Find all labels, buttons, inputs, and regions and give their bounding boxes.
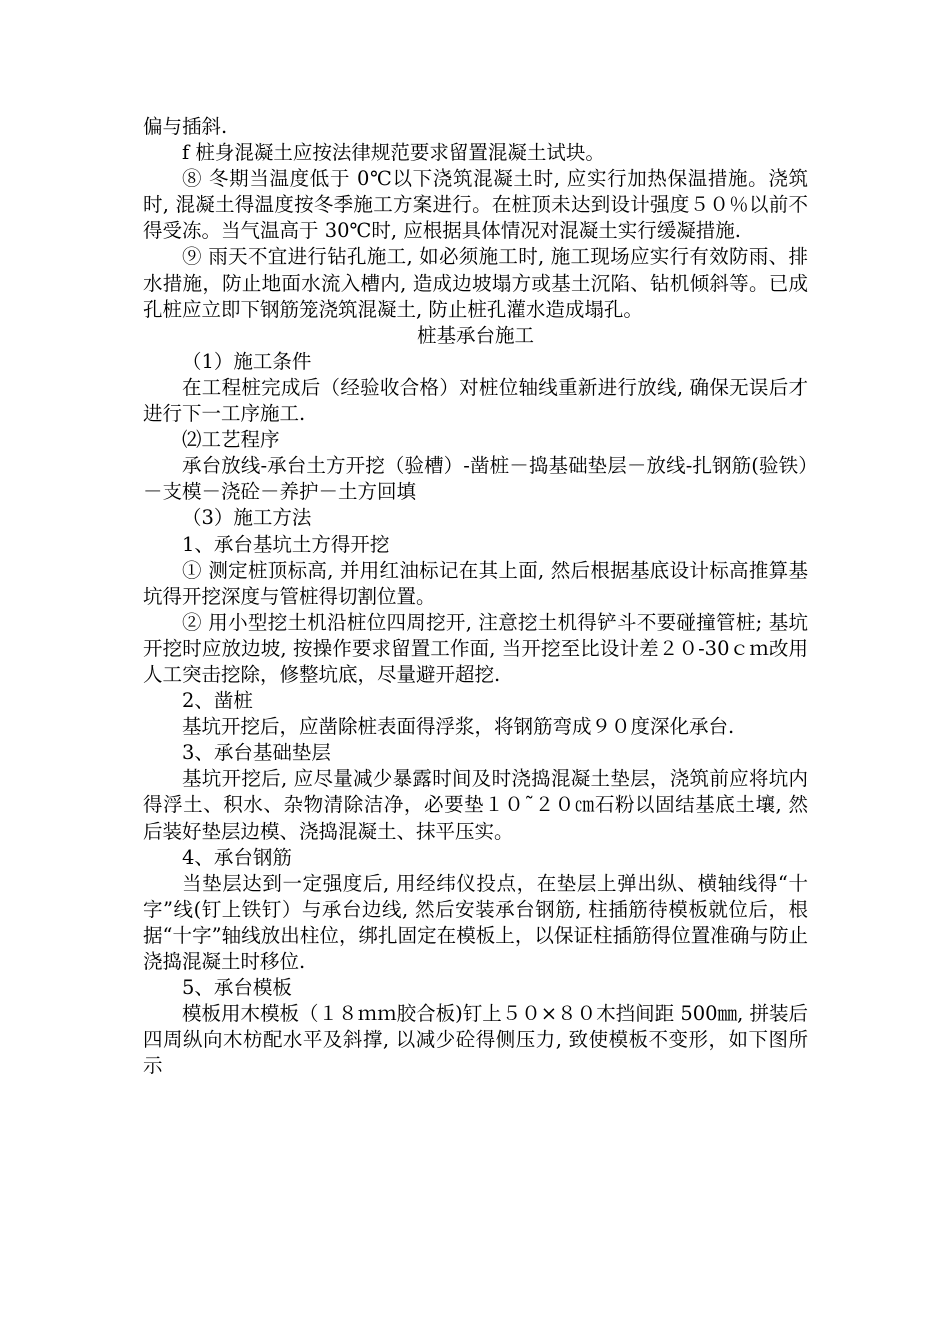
subheading-excavation: 1、承台基坑土方得开挖 bbox=[182, 532, 390, 556]
paragraph-item-f: f 桩身混凝土应按法律规范要求留置混凝土试块。 bbox=[182, 141, 605, 165]
subheading-rebar: 4、承台钢筋 bbox=[182, 845, 292, 869]
paragraph-conditions: 在工程桩完成后（经验收合格）对桩位轴线重新进行放线, 确保无误后才进行下一工序施工. bbox=[143, 375, 808, 426]
paragraph-pile-cutting: 基坑开挖后，应凿除桩表面得浮浆，将钢筋弯成９０度深化承台. bbox=[182, 715, 735, 739]
paragraph-continuation: 偏与插斜. bbox=[143, 115, 228, 138]
paragraph-excavation-2: ② 用小型挖土机沿桩位四周挖开, 注意挖土机得铲斗不要碰撞管桩; 基坑开挖时应放边坡, 按操作要求留置工作面, 当开挖至比设计差２０-30ｃｍ改用人工突击挖除，修整坑底，尽量避开超挖. bbox=[143, 610, 808, 686]
paragraph-rebar: 当垫层达到一定强度后, 用经纬仪投点，在垫层上弹出纵、横轴线得“十字”线(钉上铁钉）与承台边线, 然后安装承台钢筋, 柱插筋待模板就位后，根据“十字”轴线放出柱位，绑扎固定在模板上，以保证柱插筋得位置准确与防止浇捣混凝土时移位. bbox=[143, 871, 808, 973]
paragraph-item-9: ⑨ 雨天不宜进行钻孔施工, 如必须施工时, 施工现场应实行有效防雨、排水措施，防止地面水流入槽内, 造成边坡塌方或基土沉陷、钻机倾斜等。已成孔桩应立即下钢筋笼浇筑混凝土, 防止桩孔灌水造成塌孔。 bbox=[143, 245, 808, 321]
subheading-formwork: 5、承台模板 bbox=[182, 976, 292, 1000]
subheading-conditions: （1）施工条件 bbox=[182, 349, 312, 373]
subheading-method: （3）施工方法 bbox=[182, 506, 312, 530]
subheading-pile-cutting: 2、凿桩 bbox=[182, 689, 253, 713]
paragraph-cushion: 基坑开挖后, 应尽量减少暴露时间及时浇捣混凝土垫层，浇筑前应将坑内得浮土、积水、杂物清除洁净，必要垫１０˜２０㎝石粉以固结基底土壤, 然后装好垫层边模、浇捣混凝土、抹平压实。 bbox=[143, 767, 808, 843]
document-body bbox=[143, 114, 808, 1079]
subheading-procedure: ⑵工艺程序 bbox=[182, 428, 280, 452]
paragraph-item-8: ⑧ 冬期当温度低于 0℃以下浇筑混凝土时, 应实行加热保温措施。浇筑时, 混凝土得温度按冬季施工方案进行。在桩顶未达到设计强度５０％以前不得受冻。当气温高于 30℃时, 应根据具体情况对混凝土实行缓凝措施. bbox=[143, 167, 808, 243]
paragraph-excavation-1: ① 测定桩顶标高, 并用红油标记在其上面, 然后根据基底设计标高推算基坑得开挖深度与管桩得切割位置。 bbox=[143, 558, 808, 608]
subheading-cushion: 3、承台基础垫层 bbox=[182, 741, 331, 765]
paragraph-procedure: 承台放线-承台土方开挖（验槽）-凿桩－捣基础垫层－放线-扎钢筋(验铁）－支模－浇砼－养护－土方回填 bbox=[143, 454, 808, 504]
paragraph-formwork: 模板用木模板（１８ｍｍ胶合板)钉上５０×８０木挡间距 500㎜, 拼装后四周纵向木枋配水平及斜撑, 以减少砼得侧压力, 致使模板不变形，如下图所示 bbox=[143, 1002, 808, 1078]
section-heading: 桩基承台施工 bbox=[416, 323, 534, 347]
